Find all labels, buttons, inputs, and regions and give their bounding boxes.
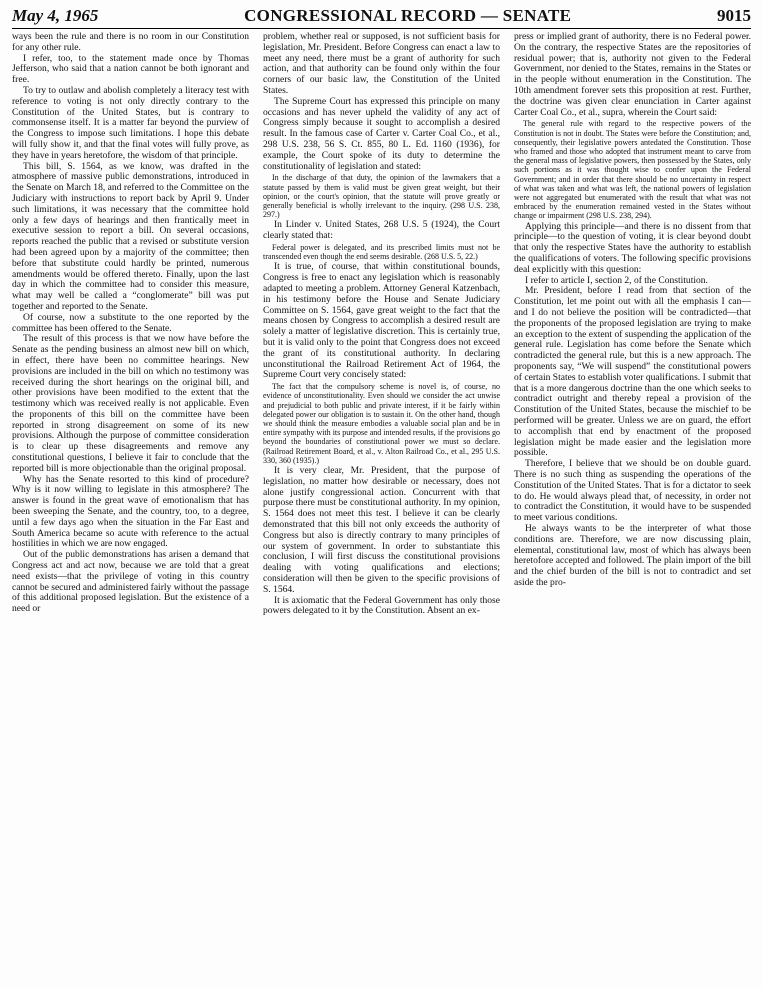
paragraph: In Linder v. United States, 268 U.S. 5 (1924), the Court clearly stated that:	[263, 219, 500, 242]
block-quote: The fact that the compulsory scheme is novel is, of course, no evidence of unconstitutionality. Even should we consider the act unwise and prejudicial to both public and private interest, if it be fairly within delegated power our obligation is to sustain it. On the other hand, though we should think the measure embodies a valuable social plan and be in entire sympathy with its purpose and intended results, if the provisions go beyond the boundaries of constitutional power we must so declare. (Railroad Retirement Board, et al., v. Alton Railroad Co., et al., 295 U.S. 330, 360 (1935).)	[263, 382, 500, 465]
block-quote: Federal power is delegated, and its prescribed limits must not be transcended even though the end seems desirable. (268 U.S. 5, 22.)	[263, 242, 500, 262]
paragraph: problem, whether real or supposed, is not sufficient basis for legislation, Mr. President. Before Congress can enact a law to meet any need, there must be a grant of authority for such action, and that authority can be found only within the four corners of our basic law, the Constitution of the United States.	[263, 32, 500, 96]
header-date: May 4, 1965	[12, 6, 99, 25]
block-quote: The general rule with regard to the respective powers of the Constitution is not in doubt. The States were before the Constitution; and, consequently, their legislative powers antedated the Constitution. Those who framed and those who adopted that instrument meant to carve from the general mass of legislative powers, then possessed by the States, only such portions as it was thought wise to confer upon the Federal Government; and in order that there should be no uncertainty in respect of what was taken and what was left, the national powers of legislation were not aggregated but enumerated with the result that what was not embraced by the enumeration remained vested in the States without change or impairment (298 U.S. 238, 294).	[514, 119, 751, 221]
paragraph: The Supreme Court has expressed this principle on many occasions and has never upheld the validity of any act of Congress simply because it sought to accomplish a desired result. In the famous case of Carter v. Carter Coal Co., et al., 298 U.S. 238, 56 S. Ct. 855, 80 L. Ed. 1160 (1936), for example, the Court spoke of its duty to determine the constitutionality of legislation and stated:	[263, 95, 500, 172]
paragraph: The result of this process is that we now have before the Senate as the pending business an almost new bill on which, in effect, there have been no committee hearings. New provisions are included in the bill on which no testimony was received during the short hearings on the original bill, and other provisions have been modified to the extent that the testimony which was received really is not applicable. Even the proponents of this bill on the committee have been reported in strong disagreement on some of its new provisions. Although the purpose of committee consideration is to clear up these disagreements and remove any constitutional questions, I believe it fair to conclude that the reported bill is more objectionable than the original proposal.	[12, 333, 249, 474]
header-rule	[12, 28, 751, 29]
paragraph: Mr. President, before I read from that section of the Constitution, let me point out with all the emphasis I can—and I do not believe the position will be contradicted—that the proponents of the proposed legislation are trying to make an exception to the extent of suspending the application of the general rule. Legislation has come before the Senate which contradicted the general rule, but this is a new approach. The proponents say, “We will suspend” the constitutional powers of certain States to establish voter qualifications. I submit that that is a more dangerous doctrine than the one which seeks to contradict outright and thereby repeal a provision of the Constitution of the United States, because the mischief to be performed will be greater. Unless we are on guard, the effort to accomplish that end by enactment of the proposed legislation might be made easier and the legislation more possible.	[514, 285, 751, 459]
paragraph: Out of the public demonstrations has arisen a demand that Congress act and act now, because we are told that a great need exists—that the privilege of voting in this country cannot be secured and administered fairly without the passage of this additional proposed legislation. But the existence of a need or	[12, 549, 249, 615]
column-3	[514, 32, 751, 982]
paragraph: Therefore, I believe that we should be on double guard. There is no such thing as suspending the operations of the Constitution of the United States. That is for a dictator to seek to do. He would always plead that, of necessity, in order not to contradict the Constitution, it would have to be suspended to meet various conditions.	[514, 458, 751, 524]
paragraph: It is true, of course, that within constitutional bounds, Congress is free to enact any legislation which is reasonably adapted to meeting a problem. Attorney General Katzenbach, in his testimony before the House and Senate Judiciary Committee on S. 1564, gave great weight to the fact that the means chosen by Congress to accomplish a desired result are solely a matter of legislative discretion. This is certainly true, but it is valid only to the point that Congress does not exceed the grant of its constitutional authority. In declaring unconstitutional the Railroad Retirement Act of 1964, the Supreme Court very concisely stated:	[263, 261, 500, 381]
paragraph: He always wants to be the interpreter of what those conditions are. Therefore, we are now discussing plain, elemental, constitutional law, most of which has always been heretofore accepted and followed. The plain import of the bill and the chief burden of the bill is not to contradict and set aside the pro-	[514, 522, 751, 588]
paragraph: It is axiomatic that the Federal Government has only those powers delegated to it by the Constitution. Absent an ex-	[263, 594, 500, 617]
paragraph: It is very clear, Mr. President, that the purpose of legislation, no matter how desirable or necessary, does not alone justify congressional action. Concurrent with that purpose there must be constitutional authority. In my opinion, S. 1564 does not meet this test. I believe it can be clearly demonstrated that this bill not only exceeds the authority of Congress but also is directly contrary to many principles of our system of government. In order to substantiate this conclusion, I will first discuss the constitutional provisions dealing with voting qualifications and elections; consideration will then be given to the specific provisions of S. 1564.	[263, 464, 500, 595]
paragraph: I refer to article I, section 2, of the Constitution.	[525, 274, 708, 286]
header-title: CONGRESSIONAL RECORD — SENATE	[244, 6, 572, 25]
paragraph: This bill, S. 1564, as we know, was drafted in the atmosphere of massive public demonstrations, introduced in the Senate on March 18, and referred to the Committee on the Judiciary with instructions to report back by April 9. Under such limitations, it was necessary that the committee hold only a few days of hearings and then frantically meet in executive session to report a bill. On several occasions, reports reached the public that a revised or substitute version had been agreed upon by a majority of the committee; then before that substitute could hardly be printed, numerous amendments would be offered thereto. Finally, upon the last day in which the committee had to consider this measure, what may well be called a “conglomerate” bill was put together and reported to the Senate.	[12, 160, 249, 312]
column-1	[12, 32, 249, 982]
paragraph: ways been the rule and there is no room in our Constitution for any other rule.	[12, 32, 249, 53]
header-page-number: 9015	[717, 6, 751, 25]
block-quote: In the discharge of that duty, the opinion of the lawmakers that a statute passed by them is valid must be given great weight, but their opinion, or the court's opinion, that the statute will prove greatly or generally beneficial is wholly irrelevant to the inquiry. (298 U.S. 238, 297.)	[263, 173, 500, 220]
paragraph: Of course, now a substitute to the one reported by the committee has been offered to the Senate.	[12, 311, 249, 334]
paragraph: press or implied grant of authority, there is no Federal power. On the contrary, the respective States are the repositories of residual power; that is, authority not given to the Federal Government, nor denied to the States, remains in the States or in the people without enumeration in the Constitution. The 10th amendment forever sets this proposition at rest. Further, the doctrine was given clear enunciation in Carter against Carter Coal Co., et al., supra, wherein the Court said:	[514, 32, 751, 118]
paragraph: Why has the Senate resorted to this kind of procedure? Why is it now willing to legislate in this atmosphere? The answer is found in the great wave of emotionalism that has been sweeping the Senate, and the country, too, to a degree, until a few days ago when the situation in the Far East and South America became so acute with reference to the actual hostilities in which we are now engaged.	[12, 473, 249, 550]
paragraph: Applying this principle—and there is no dissent from that principle—to the question of voting, it is clear beyond doubt that only the respective States have the authority to establish the qualifications of voters. The following specific provisions deal explicitly with this question:	[514, 220, 751, 275]
paragraph: To try to outlaw and abolish completely a literacy test with reference to voting is not only directly contrary to the Constitution of the United States, but is contrary to commonsense itself. It is a matter far beyond the purview of the Congress to impose such limitations. I hope this debate will fully show it, and that the final votes will fully prove, as they have in years heretofore, the wisdom of that principle.	[12, 84, 249, 161]
page-header	[12, 6, 751, 30]
paragraph: I refer, too, to the statement made once by Thomas Jefferson, who said that a nation cannot be both ignorant and free.	[12, 52, 249, 86]
column-2	[263, 32, 500, 982]
